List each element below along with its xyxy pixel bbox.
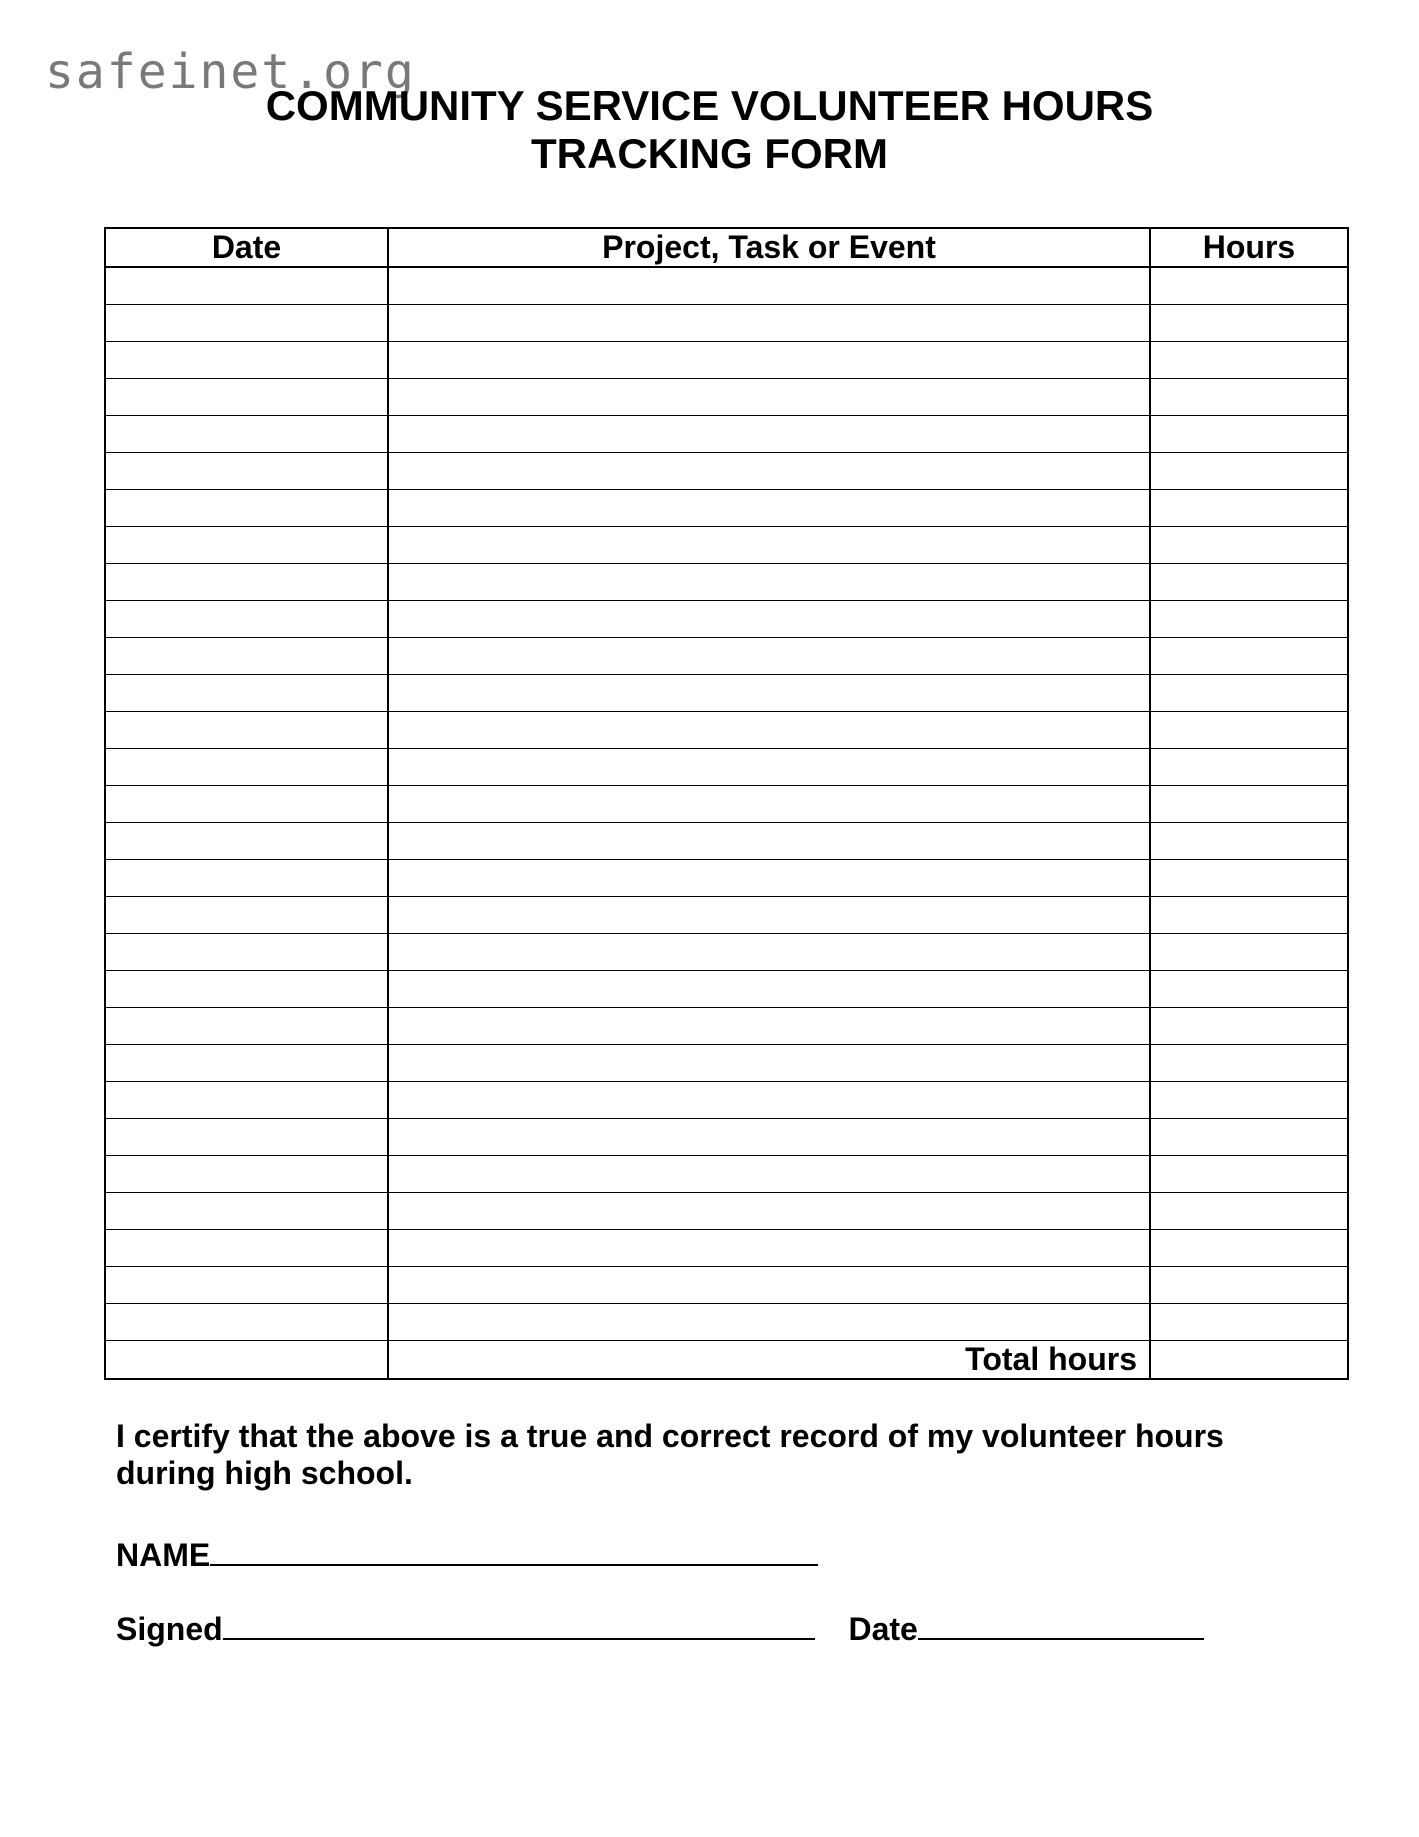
- table-row: [105, 1155, 1348, 1192]
- hours-cell[interactable]: [1150, 415, 1348, 452]
- project-cell[interactable]: [388, 1266, 1150, 1303]
- project-cell[interactable]: [388, 637, 1150, 674]
- hours-cell[interactable]: [1150, 452, 1348, 489]
- date-cell[interactable]: [105, 1155, 388, 1192]
- hours-cell[interactable]: [1150, 489, 1348, 526]
- date-cell[interactable]: [105, 378, 388, 415]
- project-cell[interactable]: [388, 304, 1150, 341]
- hours-cell[interactable]: [1150, 1192, 1348, 1229]
- project-cell[interactable]: [388, 267, 1150, 304]
- column-header-date: Date: [105, 228, 388, 267]
- hours-cell[interactable]: [1150, 748, 1348, 785]
- project-cell[interactable]: [388, 970, 1150, 1007]
- hours-cell[interactable]: [1150, 341, 1348, 378]
- hours-cell[interactable]: [1150, 1044, 1348, 1081]
- total-row: [105, 1340, 1348, 1379]
- table-row: [105, 822, 1348, 859]
- name-field[interactable]: [210, 1534, 818, 1566]
- hours-cell[interactable]: [1150, 896, 1348, 933]
- table-row: [105, 859, 1348, 896]
- project-cell[interactable]: [388, 1229, 1150, 1266]
- signed-label: Signed: [116, 1611, 223, 1647]
- date-cell[interactable]: [105, 452, 388, 489]
- hours-cell[interactable]: [1150, 600, 1348, 637]
- name-line: [116, 1534, 818, 1574]
- date-cell[interactable]: [105, 526, 388, 563]
- watermark: safeinet.org: [45, 44, 416, 100]
- table-row: [105, 637, 1348, 674]
- table-row: [105, 896, 1348, 933]
- certification-statement: I certify that the above is a true and correct record of my volunteer hours during high school.: [116, 1418, 1224, 1491]
- date-cell[interactable]: [105, 415, 388, 452]
- table-row: [105, 526, 1348, 563]
- table-row: [105, 1007, 1348, 1044]
- project-cell[interactable]: [388, 415, 1150, 452]
- date-cell[interactable]: [105, 563, 388, 600]
- hours-cell[interactable]: [1150, 1118, 1348, 1155]
- hours-cell[interactable]: [1150, 1266, 1348, 1303]
- hours-table: [104, 227, 1349, 1380]
- project-cell[interactable]: [388, 711, 1150, 748]
- date-cell[interactable]: [105, 970, 388, 1007]
- table-header-row: [105, 228, 1348, 267]
- hours-cell[interactable]: [1150, 304, 1348, 341]
- date-cell[interactable]: [105, 711, 388, 748]
- hours-cell[interactable]: [1150, 1007, 1348, 1044]
- table-row: [105, 970, 1348, 1007]
- table-row: [105, 748, 1348, 785]
- table-row: [105, 1118, 1348, 1155]
- project-cell[interactable]: [388, 1044, 1150, 1081]
- table-row: [105, 563, 1348, 600]
- hours-cell[interactable]: [1150, 378, 1348, 415]
- hours-cell[interactable]: [1150, 1303, 1348, 1340]
- project-cell[interactable]: [388, 1192, 1150, 1229]
- project-cell[interactable]: [388, 859, 1150, 896]
- table-row: [105, 267, 1348, 304]
- project-cell[interactable]: [388, 785, 1150, 822]
- table-row: [105, 1081, 1348, 1118]
- date-cell[interactable]: [105, 1229, 388, 1266]
- project-cell[interactable]: [388, 748, 1150, 785]
- hours-cell[interactable]: [1150, 859, 1348, 896]
- date-cell[interactable]: [105, 785, 388, 822]
- hours-cell[interactable]: [1150, 1229, 1348, 1266]
- table-row: [105, 378, 1348, 415]
- table-row: [105, 1229, 1348, 1266]
- project-cell[interactable]: [388, 489, 1150, 526]
- date-cell[interactable]: [105, 267, 388, 304]
- table-row: [105, 1303, 1348, 1340]
- column-header-hours: Hours: [1150, 228, 1348, 267]
- table-row: [105, 1192, 1348, 1229]
- project-cell[interactable]: [388, 600, 1150, 637]
- project-cell[interactable]: [388, 933, 1150, 970]
- table-row: [105, 933, 1348, 970]
- project-cell[interactable]: [388, 674, 1150, 711]
- project-cell[interactable]: [388, 822, 1150, 859]
- table-row: [105, 785, 1348, 822]
- table-row: [105, 489, 1348, 526]
- project-cell[interactable]: [388, 1155, 1150, 1192]
- table-row: [105, 415, 1348, 452]
- hours-cell[interactable]: [1150, 563, 1348, 600]
- date-cell[interactable]: [105, 933, 388, 970]
- date-field[interactable]: [918, 1608, 1204, 1640]
- date-cell[interactable]: [105, 489, 388, 526]
- date-cell[interactable]: [105, 1266, 388, 1303]
- hours-cell[interactable]: [1150, 1081, 1348, 1118]
- project-cell[interactable]: [388, 452, 1150, 489]
- total-hours-field[interactable]: [1150, 1340, 1348, 1379]
- total-row-date-cell: [105, 1340, 388, 1379]
- table-row: [105, 304, 1348, 341]
- signature-field[interactable]: [223, 1608, 815, 1640]
- date-label: Date: [848, 1611, 918, 1647]
- signature-line: [116, 1608, 1204, 1648]
- date-cell[interactable]: [105, 600, 388, 637]
- date-cell[interactable]: [105, 859, 388, 896]
- table-body: [105, 267, 1348, 1379]
- table-row: [105, 1044, 1348, 1081]
- date-cell[interactable]: [105, 637, 388, 674]
- project-cell[interactable]: [388, 378, 1150, 415]
- date-cell[interactable]: [105, 341, 388, 378]
- table-row: [105, 1266, 1348, 1303]
- table-row: [105, 711, 1348, 748]
- hours-cell[interactable]: [1150, 785, 1348, 822]
- hours-cell[interactable]: [1150, 637, 1348, 674]
- hours-cell[interactable]: [1150, 711, 1348, 748]
- date-cell[interactable]: [105, 304, 388, 341]
- date-cell[interactable]: [105, 748, 388, 785]
- form-title-line2: TRACKING FORM: [531, 130, 888, 177]
- date-cell[interactable]: [105, 896, 388, 933]
- project-cell[interactable]: [388, 563, 1150, 600]
- date-cell[interactable]: [105, 1007, 388, 1044]
- column-header-project: Project, Task or Event: [388, 228, 1150, 267]
- project-cell[interactable]: [388, 1303, 1150, 1340]
- project-cell[interactable]: [388, 896, 1150, 933]
- table-row: [105, 341, 1348, 378]
- project-cell[interactable]: [388, 1081, 1150, 1118]
- project-cell[interactable]: [388, 1007, 1150, 1044]
- hours-cell[interactable]: [1150, 267, 1348, 304]
- date-cell[interactable]: [105, 1044, 388, 1081]
- date-cell[interactable]: [105, 1192, 388, 1229]
- date-cell[interactable]: [105, 1118, 388, 1155]
- name-label: NAME: [116, 1537, 211, 1573]
- hours-cell[interactable]: [1150, 933, 1348, 970]
- project-cell[interactable]: [388, 341, 1150, 378]
- project-cell[interactable]: [388, 1118, 1150, 1155]
- total-hours-label: Total hours: [388, 1340, 1150, 1379]
- date-cell[interactable]: [105, 822, 388, 859]
- form-title-line1: COMMUNITY SERVICE VOLUNTEER HOURS: [265, 82, 1154, 129]
- date-cell[interactable]: [105, 1303, 388, 1340]
- date-cell[interactable]: [105, 674, 388, 711]
- date-cell[interactable]: [105, 1081, 388, 1118]
- hours-cell[interactable]: [1150, 822, 1348, 859]
- hours-cell[interactable]: [1150, 1155, 1348, 1192]
- table-row: [105, 452, 1348, 489]
- table-row: [105, 600, 1348, 637]
- hours-cell[interactable]: [1150, 674, 1348, 711]
- table-row: [105, 674, 1348, 711]
- hours-cell[interactable]: [1150, 970, 1348, 1007]
- hours-cell[interactable]: [1150, 526, 1348, 563]
- project-cell[interactable]: [388, 526, 1150, 563]
